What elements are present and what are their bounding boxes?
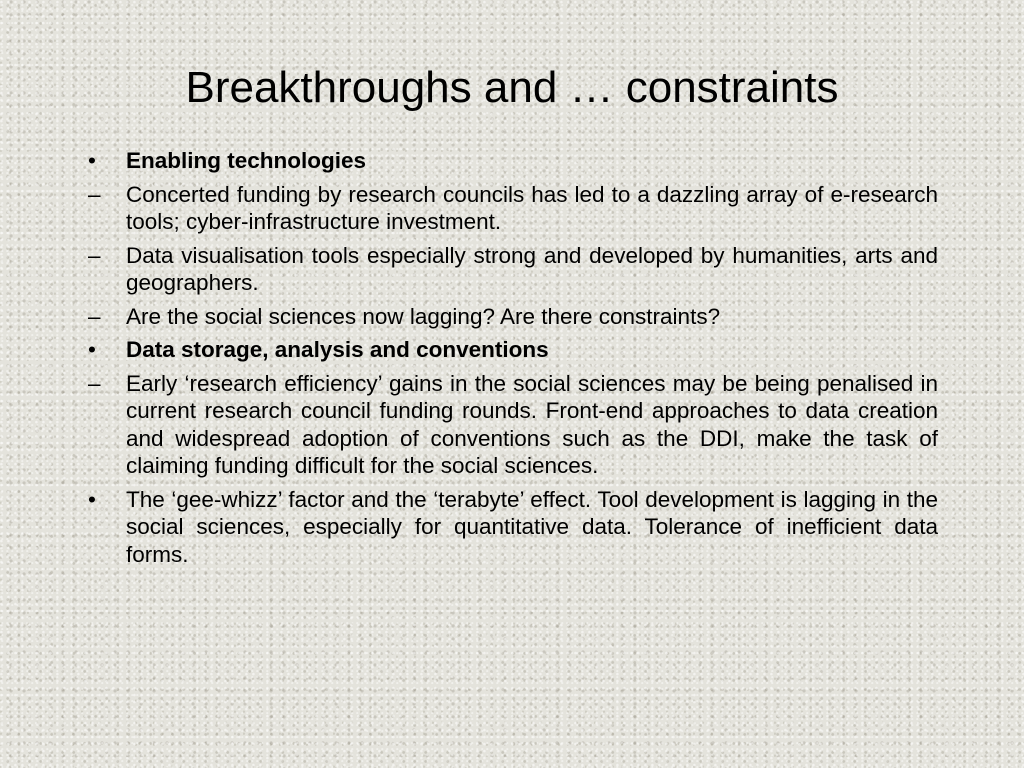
bullet-marker: • bbox=[88, 337, 96, 362]
slide-title: Breakthroughs and … constraints bbox=[185, 63, 839, 112]
bullet-item bbox=[86, 336, 938, 364]
sub-item-text: Are the social sciences now lagging? Are there constraints? bbox=[126, 303, 721, 329]
sub-item bbox=[86, 303, 938, 331]
sub-item bbox=[86, 242, 938, 297]
sub-item bbox=[86, 370, 938, 480]
bullet-heading-data-storage: Data storage, analysis and conventions bbox=[126, 337, 549, 362]
bullet-marker: • bbox=[88, 486, 96, 512]
dash-marker: – bbox=[88, 303, 101, 329]
bullet-list bbox=[86, 147, 938, 574]
sub-item bbox=[86, 181, 938, 236]
sub-item-text: Early ‘research efficiency’ gains in the social sciences may be being penalised in current research council funding rounds. Front-end approaches to data creation and widespread adoption of conventions such as the DDI, make the task of claiming funding difficult for the social sciences. bbox=[126, 370, 938, 478]
bullet-item bbox=[86, 486, 938, 569]
bullet-item-text: The ‘gee-whizz’ factor and the ‘terabyte’ effect. Tool development is lagging in the social sciences, especially for quantitative data. Tolerance of inefficient data forms. bbox=[126, 486, 938, 567]
bullet-item bbox=[86, 147, 938, 175]
sub-item-text: Concerted funding by research councils has led to a dazzling array of e-research tools; cyber-infrastructure investment. bbox=[126, 181, 938, 234]
dash-marker: – bbox=[88, 370, 101, 396]
dash-marker: – bbox=[88, 242, 101, 268]
sub-item-text: Data visualisation tools especially strong and developed by humanities, arts and geographers. bbox=[126, 242, 938, 295]
bullet-marker: • bbox=[88, 148, 96, 173]
bullet-heading-enabling-technologies: Enabling technologies bbox=[126, 148, 367, 173]
dash-marker: – bbox=[88, 181, 101, 207]
